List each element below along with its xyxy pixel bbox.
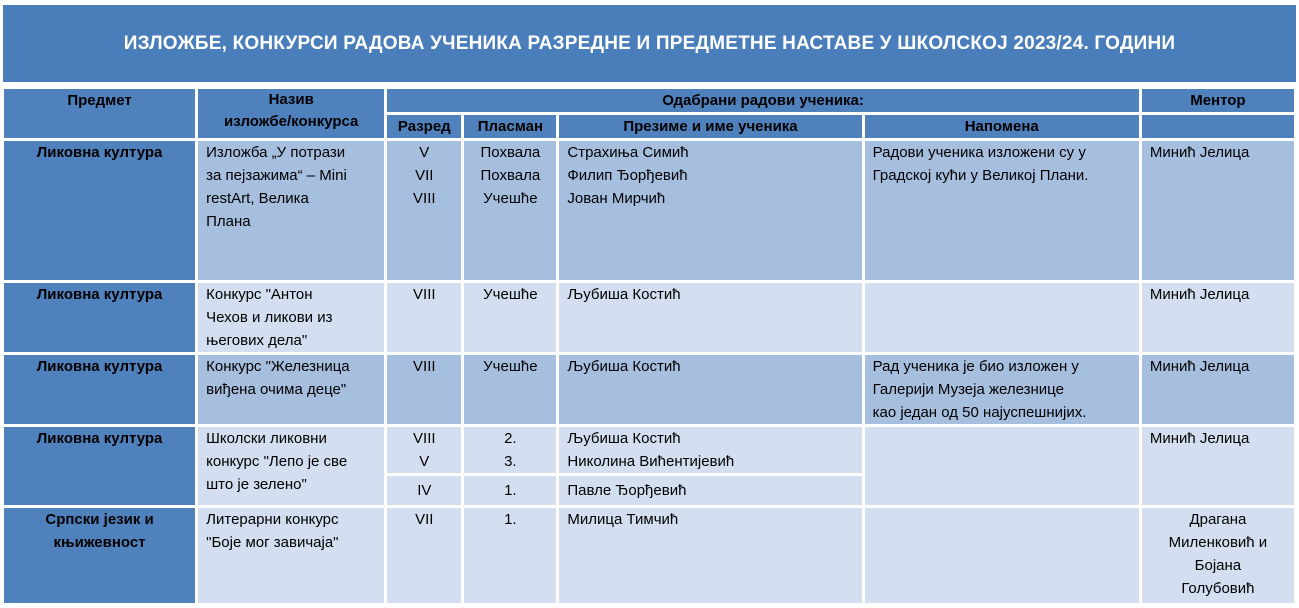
row-grade	[387, 427, 461, 473]
row-student	[559, 283, 861, 352]
exhibition-line: за пејзажима“ – Mini	[206, 167, 347, 184]
mentor-name: Минић Јелица	[1149, 430, 1250, 447]
row-mentor	[1142, 355, 1294, 424]
row-grade	[387, 355, 461, 424]
mentor-name: Минић Јелица	[1149, 286, 1250, 303]
grade-value: V	[419, 453, 430, 470]
exhibition-line: Школски ликовни	[206, 430, 327, 447]
row-student	[559, 476, 861, 505]
row-student	[559, 508, 861, 603]
placement-value: Похвала	[480, 144, 541, 161]
row-note	[865, 283, 1139, 352]
row-placement	[464, 508, 556, 603]
row-grade	[387, 141, 461, 280]
table-row	[4, 141, 1294, 280]
subject-line: књижевност	[53, 534, 146, 551]
student-name: Павле Ђорђевић	[567, 482, 687, 499]
grade-value: VII	[415, 167, 434, 184]
placement-value: Учешће	[483, 358, 538, 375]
row-student	[559, 427, 861, 473]
header-grade: Разред	[387, 115, 461, 138]
grade-value: VII	[415, 511, 434, 528]
table-row	[4, 283, 1294, 352]
row-grade	[387, 476, 461, 505]
exhibition-line: Изложба „У потрази	[206, 144, 346, 161]
row-note	[865, 355, 1139, 424]
exhibition-line: што је зелено"	[206, 476, 307, 493]
row-note	[865, 508, 1139, 603]
student-name: Филип Ђорђевић	[567, 167, 688, 184]
row-exhibition	[198, 508, 384, 603]
placement-value: Учешће	[483, 286, 538, 303]
grade-value: VIII	[413, 358, 436, 375]
header-note: Напомена	[865, 115, 1139, 138]
row-exhibition	[198, 427, 384, 505]
mentor-name: Голубовић	[1181, 580, 1255, 597]
exhibition-line: његових дела"	[206, 332, 308, 349]
header-student: Презиме и име ученика	[559, 115, 861, 138]
exhibition-line: Конкурс "Антон	[206, 286, 313, 303]
header-selected-works: Одабрани радови ученика:	[387, 89, 1139, 112]
page-title: ИЗЛОЖБЕ, КОНКУРСИ РАДОВА УЧЕНИКА РАЗРЕДНЕ И ПРЕДМЕТНЕ НАСТАВЕ У ШКОЛСКОЈ 2023/24. ГОДИНИ	[3, 5, 1296, 82]
exhibition-line: restArt, Велика	[206, 190, 309, 207]
row-placement	[464, 476, 556, 505]
student-name: Николина Вићентијевић	[567, 453, 735, 470]
row-placement	[464, 355, 556, 424]
row-placement	[464, 283, 556, 352]
header-exhibition-line1: Назив	[268, 91, 314, 108]
mentor-name: Минић Јелица	[1149, 358, 1250, 375]
row-subject: Ликовна култура	[4, 355, 195, 424]
header-row-top	[4, 89, 1294, 112]
student-name: Јован Мирчић	[567, 190, 666, 207]
exhibition-line: виђена очима деце"	[206, 381, 347, 398]
row-student	[559, 355, 861, 424]
mentor-name: Миленковић и	[1168, 534, 1268, 551]
student-name: Страхиња Симић	[567, 144, 689, 161]
note-line: Галерији Музеја железнице	[872, 381, 1064, 398]
grade-value: IV	[417, 482, 432, 499]
row-subject: Ликовна култура	[4, 141, 195, 280]
subject-line: Српски језик и	[45, 511, 154, 528]
header-placement: Пласман	[464, 115, 556, 138]
note-line: као један од 50 најуспешнијих.	[872, 404, 1087, 421]
exhibition-line: Конкурс "Железница	[206, 358, 350, 375]
row-exhibition	[198, 141, 384, 280]
exhibition-line: конкурс "Лепо је све	[206, 453, 348, 470]
header-mentor-blank	[1142, 115, 1294, 138]
placement-value: Учешће	[483, 190, 538, 207]
row-subject: Ликовна култура	[4, 283, 195, 352]
mentor-name: Драгана	[1189, 511, 1247, 528]
row-subject: Ликовна култура	[4, 427, 195, 505]
student-name: Љубиша Костић	[567, 286, 681, 303]
exhibition-line: "Боје мог завичаја"	[206, 534, 339, 551]
exhibition-line: Литерарни конкурс	[206, 511, 339, 528]
exhibitions-table	[1, 86, 1297, 606]
header-subject: Предмет	[4, 89, 195, 138]
table-row	[4, 355, 1294, 424]
row-placement	[464, 141, 556, 280]
row-grade	[387, 283, 461, 352]
placement-value: 1.	[504, 482, 517, 499]
row-subject	[4, 508, 195, 603]
mentor-name: Бојана	[1194, 557, 1242, 574]
note-line: Градској кући у Великој Плани.	[872, 167, 1089, 184]
row-placement	[464, 427, 556, 473]
row-mentor	[1142, 141, 1294, 280]
row-note	[865, 427, 1139, 505]
table-row	[4, 508, 1294, 603]
exhibition-line: Чехов и ликови из	[206, 309, 333, 326]
placement-value: Похвала	[480, 167, 541, 184]
student-name: Милица Тимчић	[567, 511, 679, 528]
placement-value: 2.	[504, 430, 517, 447]
note-line: Радови ученика изложени су у	[872, 144, 1086, 161]
row-mentor	[1142, 427, 1294, 505]
grade-value: VIII	[413, 430, 436, 447]
row-exhibition	[198, 355, 384, 424]
exhibition-line: Плана	[206, 213, 251, 230]
header-exhibition-line2: изложбе/конкурса	[224, 113, 359, 130]
row-mentor	[1142, 283, 1294, 352]
header-exhibition	[198, 89, 384, 138]
row-note	[865, 141, 1139, 280]
grade-value: V	[419, 144, 430, 161]
placement-value: 3.	[504, 453, 517, 470]
row-exhibition	[198, 283, 384, 352]
mentor-name: Минић Јелица	[1149, 144, 1250, 161]
row-mentor	[1142, 508, 1294, 603]
grade-value: VIII	[413, 286, 436, 303]
row-grade	[387, 508, 461, 603]
row-student	[559, 141, 861, 280]
student-name: Љубиша Костић	[567, 430, 681, 447]
grade-value: VIII	[413, 190, 436, 207]
header-mentor: Ментор	[1142, 89, 1294, 112]
student-name: Љубиша Костић	[567, 358, 681, 375]
note-line: Рад ученика је био изложен у	[872, 358, 1079, 375]
table-row	[4, 427, 1294, 473]
placement-value: 1.	[504, 511, 517, 528]
